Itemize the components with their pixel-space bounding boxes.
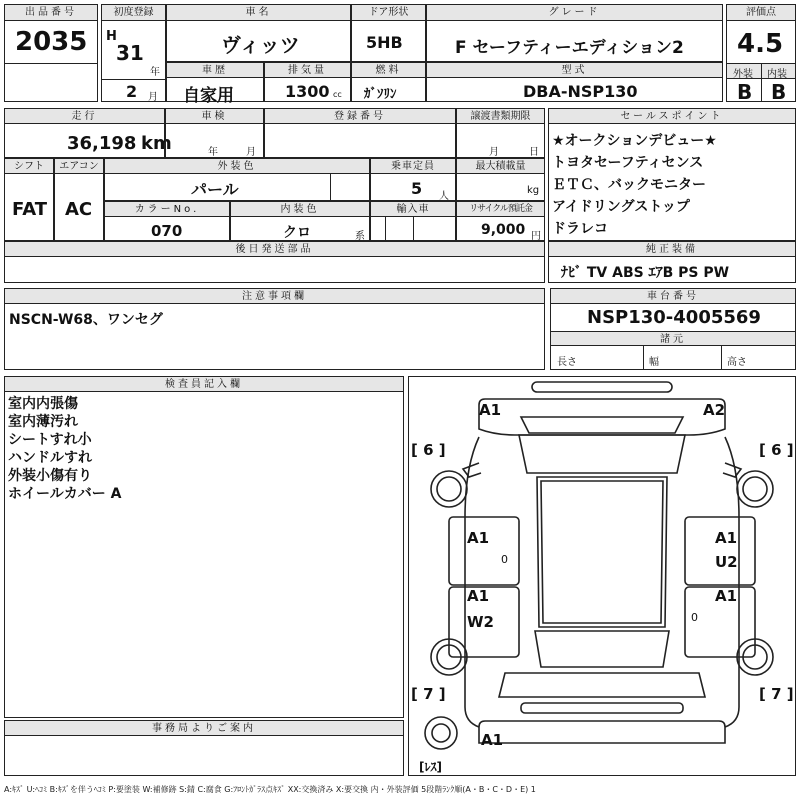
mileage-box	[4, 108, 172, 158]
equipment-label: 純正装備	[549, 242, 795, 257]
transfer-label: 譲渡書類期限	[457, 109, 544, 124]
int-score: B	[771, 80, 787, 104]
reg-month: 2	[126, 82, 138, 101]
inspector-item: 室内薄汚れ	[8, 414, 78, 430]
history-value: 自家用	[183, 86, 234, 106]
shift-box	[4, 158, 54, 241]
sales-point-item: ＥＴＣ、バックモニター	[552, 177, 706, 193]
car-name: ヴィッツ	[221, 33, 300, 57]
displacement-box	[264, 62, 351, 102]
int-score-label: 内装	[767, 69, 787, 80]
max-load-box	[456, 158, 545, 201]
car-name-label: 車名	[167, 5, 350, 21]
score-box	[726, 4, 796, 102]
grade-label: グレード	[427, 5, 722, 21]
model-label: 型式	[427, 63, 722, 78]
ext-score: B	[737, 80, 753, 104]
transfer-box	[456, 108, 545, 158]
inspector-item: シートすれ小	[8, 432, 92, 448]
import-box	[370, 201, 456, 241]
mark-rear-right-door: A1	[715, 587, 738, 605]
inspector-item: 外装小傷有り	[8, 468, 92, 484]
equipment-box	[548, 241, 796, 283]
mark-front-right-door: A1	[715, 529, 738, 547]
specs-label: 諸元	[551, 331, 795, 346]
registration-box	[264, 108, 456, 158]
displacement-value: 1300	[285, 82, 330, 101]
mileage-value: 36,198	[67, 133, 137, 154]
mileage-label: 走行	[5, 109, 164, 124]
import-label: 輸入車	[371, 202, 455, 217]
chassis-box	[550, 288, 796, 370]
capacity-value: 5	[411, 179, 423, 198]
inspector-box	[4, 376, 404, 718]
mark-rear-left-door-sub: W2	[467, 613, 494, 631]
ext-color-value: パール	[191, 180, 239, 199]
capacity-box	[370, 158, 456, 201]
chassis-value: NSP130-4005569	[587, 307, 761, 328]
sales-points-box	[548, 108, 796, 241]
mark-front-left-door-sub: 0	[501, 553, 508, 566]
mark-rear-right-door-sub: 0	[691, 611, 698, 624]
damage-legend: A:ｷｽﾞ U:ﾍｺﾐ B:ｷｽﾞを伴うﾍｺﾐ P:要塗装 W:補修跡 S:錆 C:腐食 G:ﾌﾛﾝﾄｶﾞﾗｽ点ｷｽﾞ XX:交換済み X:要交換 内・外装評価 5段階ﾗﾝｸ順(A・B・C・D・E) 1	[4, 785, 536, 794]
inspection-box	[165, 108, 264, 158]
int-color-box	[230, 201, 370, 241]
fuel-box	[351, 62, 426, 102]
door-value: 5HB	[366, 33, 403, 52]
displacement-label: 排気量	[265, 63, 350, 78]
capacity-unit: 人	[439, 191, 449, 202]
sales-point-item: アイドリングストップ	[552, 199, 690, 215]
ext-score-label: 外装	[733, 69, 753, 80]
damage-diagram-box	[408, 376, 796, 776]
max-load-unit: kg	[527, 185, 540, 196]
mark-rear-bumper: A1	[481, 731, 504, 749]
notes-value: NSCN-W68、ワンセグ	[9, 312, 163, 328]
first-registration-box	[101, 4, 166, 102]
recycle-label: リサイクル預託金	[457, 202, 544, 217]
grade-value: F セーフティーエディション2	[455, 38, 684, 58]
aircon-box	[54, 158, 104, 241]
lot-box	[4, 4, 98, 102]
transfer-day-unit: 日	[529, 147, 539, 158]
aircon-label: エアコン	[55, 159, 103, 174]
recycle-unit: 円	[531, 231, 541, 242]
aircon-value: AC	[65, 199, 93, 220]
car-name-box	[166, 4, 351, 62]
recycle-box	[456, 201, 545, 241]
mark-six-right: [ 6 ]	[759, 441, 794, 459]
spec-width: 幅	[649, 357, 659, 368]
mark-a2-top-right: A2	[703, 401, 726, 419]
year-unit: 年	[150, 67, 160, 78]
inspection-month-unit: 月	[246, 147, 256, 158]
color-no-value: 070	[151, 222, 183, 240]
notes-label: 注意事項欄	[5, 289, 544, 304]
inspection-year-unit: 年	[208, 147, 218, 158]
shift-label: シフト	[5, 159, 53, 174]
chassis-label: 車台番号	[551, 289, 795, 304]
first-reg-label: 初度登録	[102, 5, 165, 21]
sales-point-item: トヨタセーフティセンス	[552, 155, 704, 171]
inspector-item: ホイールカバー A	[8, 486, 122, 502]
color-no-box	[104, 201, 230, 241]
recycle-value: 9,000	[481, 222, 526, 238]
registration-label: 登録番号	[265, 109, 455, 124]
notes-box	[4, 288, 545, 370]
mark-rear-left-door: A1	[467, 587, 490, 605]
equipment-value: ﾅﾋﾞ TV ABS ｴｱB PS PW	[561, 265, 730, 281]
inspector-item: ハンドルすれ	[8, 450, 92, 466]
fuel-label: 燃料	[352, 63, 425, 78]
color-no-label: カラーNo.	[105, 202, 229, 217]
mark-a1-top-left: A1	[479, 401, 502, 419]
office-box	[4, 720, 404, 776]
model-value: DBA-NSP130	[523, 82, 638, 101]
sales-points-list	[552, 130, 717, 240]
sales-points-label: セールスポイント	[549, 109, 795, 124]
capacity-label: 乗車定員	[371, 159, 455, 174]
transfer-month-unit: 月	[489, 147, 499, 158]
inspector-list	[8, 395, 121, 503]
sales-point-item: ★オークションデビュー★	[552, 133, 717, 149]
history-box	[166, 62, 264, 106]
int-color-unit: 系	[355, 231, 365, 242]
later-parts-box	[4, 241, 545, 283]
mileage-unit: km	[141, 133, 172, 154]
month-unit: 月	[148, 92, 158, 103]
later-parts-label: 後日発送部品	[5, 242, 544, 257]
inspection-label: 車検	[166, 109, 263, 124]
inspector-item: 室内内張傷	[8, 396, 78, 412]
mark-front-left-door: A1	[467, 529, 490, 547]
lot-number: 2035	[15, 27, 88, 57]
office-label: 事務局よりご案内	[5, 721, 403, 736]
int-color-value: クロ	[283, 225, 311, 241]
door-label: ドア形状	[352, 5, 425, 21]
max-load-label: 最大積載量	[457, 159, 544, 174]
mark-spare: [ﾚｽ]	[419, 760, 442, 774]
score-label: 評価点	[727, 5, 795, 21]
score-value: 4.5	[737, 29, 784, 59]
ext-color-label: 外装色	[105, 159, 369, 174]
displacement-unit: cc	[333, 90, 342, 99]
era: H	[106, 29, 117, 44]
reg-year: 31	[116, 41, 144, 65]
int-color-label: 内装色	[231, 202, 369, 217]
door-box	[351, 4, 426, 62]
mark-seven-left: [ 7 ]	[411, 685, 446, 703]
mark-seven-right: [ 7 ]	[759, 685, 794, 703]
history-label: 車歴	[167, 63, 263, 78]
shift-value: FAT	[12, 199, 48, 220]
inspector-label: 検査員記入欄	[5, 377, 403, 392]
mark-six-left: [ 6 ]	[411, 441, 446, 459]
ext-color-box	[104, 158, 370, 201]
sales-point-item: ドラレコ	[552, 221, 608, 237]
model-box	[426, 62, 723, 102]
fuel-value: ｶﾞｿﾘﾝ	[364, 87, 397, 102]
mark-front-right-door-sub: U2	[715, 553, 738, 571]
spec-height: 高さ	[727, 357, 747, 368]
lot-label: 出品番号	[5, 5, 97, 21]
grade-box	[426, 4, 723, 62]
car-diagram	[409, 377, 795, 775]
spec-length: 長さ	[557, 357, 577, 368]
